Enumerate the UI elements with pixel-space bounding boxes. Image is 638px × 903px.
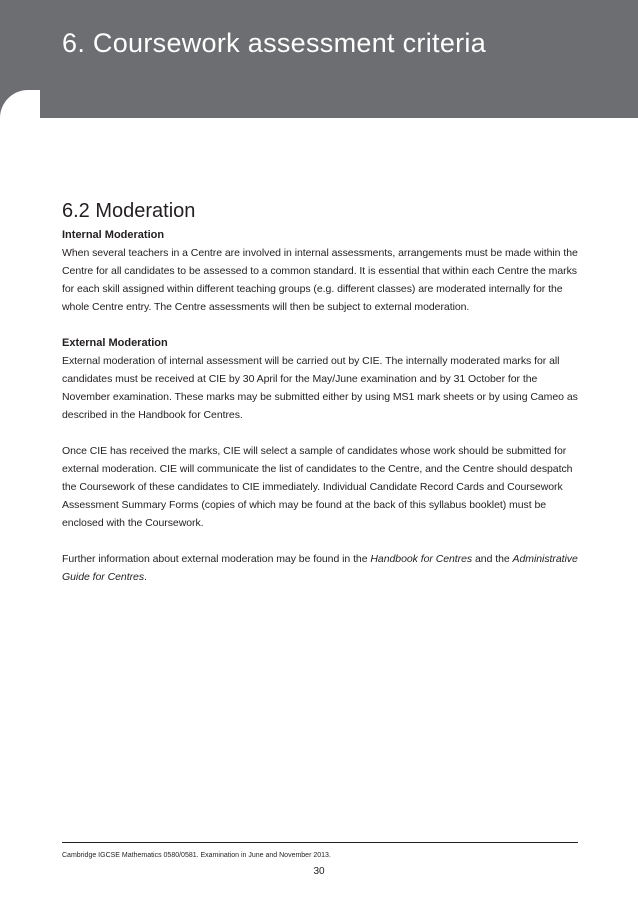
further-info-middle: and the [472, 553, 513, 565]
main-content [62, 226, 578, 586]
external-moderation-text: External moderation of internal assessment will be carried out by CIE. The internally moderated marks for all candidates must be received at CIE by 30 April for the May/June examination and by 31 October for the November examination. These marks may be submitted either by using MS1 mark sheets or by using Cameo as described in the Handbook for Centres. [62, 355, 578, 421]
handbook-reference: Handbook for Centres [370, 553, 473, 565]
sample-selection-paragraph: Once CIE has received the marks, CIE will select a sample of candidates whose work should be submitted for external moderation. CIE will communicate the list of candidates to the Centre, and the Centre should despatch the Coursework of these candidates to CIE immediately. Individual Candidate Record Cards and Coursework Assessment Summary Forms (copies of which may be found at the back of this syllabus booklet) must be enclosed with the Coursework. [62, 445, 573, 529]
internal-moderation-title: Internal Moderation [62, 229, 165, 241]
header-band [0, 0, 638, 118]
external-moderation-title: External Moderation [62, 337, 168, 349]
further-info-prefix: Further information about external moderation may be found in the [62, 553, 371, 565]
section-heading: 6.2 Moderation [62, 200, 196, 222]
page-number: 30 [313, 866, 325, 877]
further-info-suffix: . [144, 571, 147, 583]
admin-guide-reference: Administrative Guide for Centres [62, 553, 578, 583]
footer-divider [62, 842, 578, 843]
footer-text: Cambridge IGCSE Mathematics 0580/0581. Examination in June and November 2013. [62, 852, 331, 859]
external-moderation-block [62, 334, 578, 424]
page-title: 6. Coursework assessment criteria [62, 28, 487, 58]
further-information-paragraph [62, 550, 578, 586]
internal-moderation-text: When several teachers in a Centre are involved in internal assessments, arrangements must be made within the Centre for all candidates to be assessed to a common standard. It is essential that within each Centre the marks for each skill assigned within different teaching groups (e.g. different classes) are moderated internally for the whole Centre entry. The Centre assessments will then be subject to external moderation. [62, 247, 578, 313]
internal-moderation-block [62, 226, 578, 316]
